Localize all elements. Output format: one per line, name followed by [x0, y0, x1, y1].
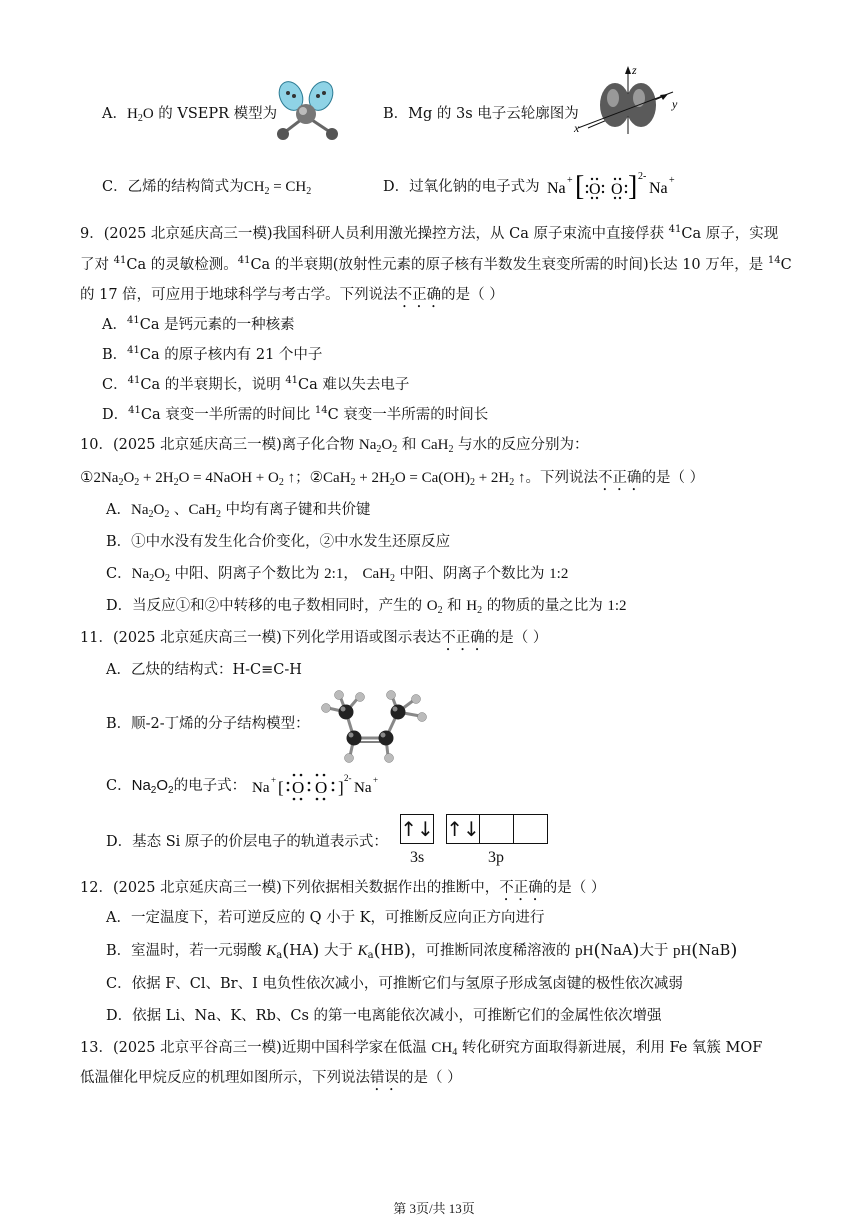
x-axis-label: x — [574, 121, 580, 135]
svg-text:2-: 2- — [638, 171, 647, 182]
svg-text:Na: Na — [252, 780, 270, 796]
svg-text:O: O — [292, 778, 305, 797]
s-orbital-cloud-image — [568, 62, 688, 142]
q10-stem-line-1: 10．(2025 北京延庆高三一模)离子化合物 $Na_2O_2$ 和 CaH$_2$ 与水的反应分别为： — [80, 437, 589, 455]
z-axis-label: z — [632, 63, 637, 77]
q12-option-c: C．依据 F、Cl、Br、I 电负性依次减小，可推断它们与氢原子形成氢卤键的极性依次减弱 — [106, 976, 683, 992]
q9-stem-line-3: 的 17 倍，可应用于地球科学与考古学。下列说法不正确的是（ ） — [80, 287, 504, 303]
orbital-cell-3s-1: ↑↓ — [400, 814, 434, 844]
svg-text:Na: Na — [547, 180, 566, 197]
svg-text:O: O — [589, 181, 601, 198]
svg-text:O: O — [611, 181, 623, 198]
q8-option-b: B．Mg 的 3s 电子云轮廓图为 — [383, 106, 579, 122]
q9-option-b: B．$^{41}$Ca 的原子核内有 21 个中子 — [102, 345, 323, 363]
orbital-cell-3p-1: ↑↓ — [446, 814, 480, 844]
svg-text:]: ] — [628, 171, 638, 202]
svg-text:O: O — [315, 778, 328, 797]
page-number-footer: 第 3页/共 13页 — [393, 1201, 475, 1216]
svg-text:2-: 2- — [344, 773, 352, 783]
q9-option-a: A．$^{41}$Ca 是钙元素的一种核素 — [102, 315, 295, 333]
q9-option-c: C．$^{41}$Ca 的半衰期长，说明 $^{41}$Ca 难以失去电子 — [102, 375, 410, 393]
svg-text:+: + — [567, 175, 573, 186]
cis-2-butene-model-image — [314, 690, 434, 766]
q11-option-d: D．基态 Si 原子的价层电子的轨道表示式： — [106, 834, 388, 850]
svg-text:+: + — [271, 775, 277, 785]
q11-option-a: A．乙炔的结构式：H-C≡C-H — [106, 662, 302, 678]
svg-text:[: [ — [278, 778, 284, 797]
q10-option-b: B．①中水没有发生化合价变化，②中水发生还原反应 — [106, 534, 451, 550]
q10-option-a: A．$Na_2O_2$ 、CaH$_2$ 中均有离子键和共价键 — [106, 502, 371, 520]
q9-stem-line-2: 了对 $^{41}$Ca 的灵敏检测。$^{41}$Ca 的半衰期(放射性元素的原子核有半数发生衰变所需的时间)长达 10 万年，是 $^{14}$C — [80, 255, 792, 273]
q12-option-d: D．依据 Li、Na、K、Rb、Cs 的第一电离能依次减小，可推断它们的金属性依次增强 — [106, 1008, 662, 1024]
q12-stem: 12．(2025 北京延庆高三一模)下列依据相关数据作出的推断中，不正确的是（ ） — [80, 880, 606, 896]
q12-option-b: B．室温时，若一元弱酸 $K_a(HA)$ 大于 $K_a(HB)$，可推断同浓度稀溶液的 pH(NaA)大于 pH(NaB) — [106, 940, 738, 961]
q8-option-a: A．$H_2O$ 的 VSEPR 模型为 — [102, 106, 278, 124]
svg-text:Na: Na — [354, 780, 372, 796]
orbital-label-3s: 3s — [410, 849, 425, 866]
y-axis-label: y — [672, 97, 678, 111]
vsepr-water-model-image — [268, 76, 348, 146]
q10-option-c: C．$Na_2O_2$ 中阳、阴离子个数比为 2:1， CaH$_2$ 中阳、阴离子个数比为 1:2 — [106, 566, 569, 584]
q11-option-b: B．顺-2-丁烯的分子结构模型： — [106, 716, 310, 732]
q10-stem-line-2: $①2Na_2O_2 + 2H_2O$ = 4NaOH + $O_2$ ↑；②CaH$_2$ + $2H_2O = Ca(OH)_2 + 2H_2$ ↑。下列说法不正确的是（ ） — [80, 470, 705, 488]
sodium-peroxide-electron-formula-2 — [250, 766, 385, 804]
orbital-cell-3p-2 — [480, 814, 514, 844]
svg-text:+: + — [373, 775, 379, 785]
svg-text:Na: Na — [649, 180, 668, 197]
svg-text:]: ] — [338, 778, 344, 797]
q13-stem-line-2: 低温催化甲烷反应的机理如图所示，下列说法错误的是（ ） — [80, 1070, 462, 1086]
orbital-box-3s — [400, 814, 434, 844]
svg-text:[: [ — [575, 171, 585, 202]
q11-option-c: C．$Na_2O_2$的电子式： — [106, 777, 247, 796]
orbital-label-3p: 3p — [488, 849, 504, 866]
q8-option-c: C．乙烯的结构简式为$CH_2 = CH_2$ — [102, 179, 312, 197]
orbital-box-3p — [446, 814, 548, 844]
q9-option-d: D．$^{41}$Ca 衰变一半所需的时间比 $^{14}$C 衰变一半所需的时间长 — [102, 405, 489, 423]
q11-stem: 11．(2025 北京延庆高三一模)下列化学用语或图示表达不正确的是（ ） — [80, 630, 548, 646]
q10-option-d: D．当反应①和②中转移的电子数相同时，产生的 $O_2$ 和 $H_2$ 的物质的量之比为 1:2 — [106, 598, 627, 616]
sodium-peroxide-electron-formula-1 — [545, 165, 685, 205]
svg-text:+: + — [669, 175, 675, 186]
orbital-cell-3p-3 — [514, 814, 548, 844]
q8-option-d: D．过氧化钠的电子式为 — [383, 179, 540, 195]
q12-option-a: A．一定温度下，若可逆反应的 Q 小于 K，可推断反应向正方向进行 — [106, 910, 545, 926]
q9-stem-line-1: 9．(2025 北京延庆高三一模)我国科研人员利用激光操控方法，从 Ca 原子束流中直接俘获 $^{41}$Ca 原子，实现 — [80, 224, 779, 242]
q13-stem-line-1: 13．(2025 北京平谷高三一模)近期中国科学家在低温 $CH_4$ 转化研究方面取得新进展，利用 Fe 氧簇 MOF — [80, 1040, 763, 1058]
